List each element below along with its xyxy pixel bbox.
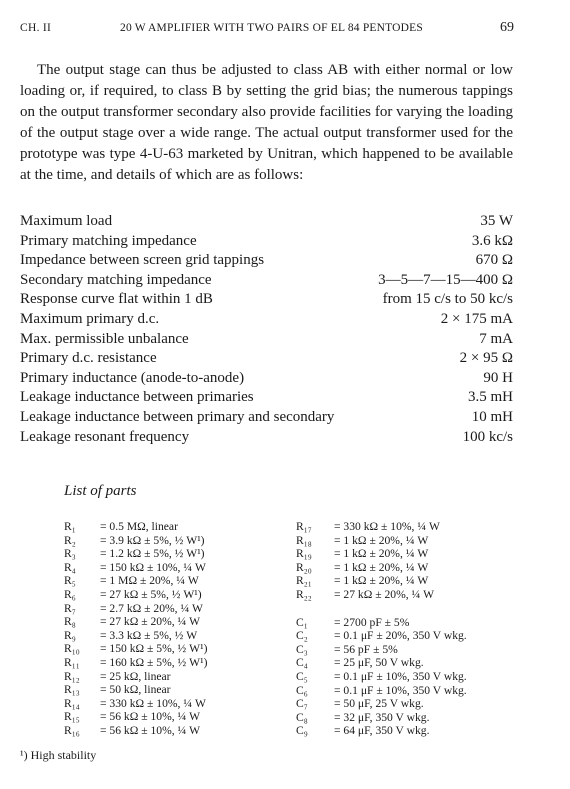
- part-row: [296, 534, 467, 548]
- part-row: [64, 615, 207, 629]
- part-ref: C₁: [296, 615, 308, 629]
- spec-value: 10 mH: [471, 408, 513, 425]
- part-value: = 0.5 MΩ, linear: [100, 520, 178, 533]
- part-value: = 1 kΩ ± 20%, ¼ W: [334, 574, 429, 588]
- parts-list-left-column: [64, 520, 207, 738]
- part-ref: R₆: [64, 587, 76, 601]
- part-ref: R₁₉: [296, 547, 312, 561]
- part-row: [296, 670, 467, 684]
- part-row: [64, 588, 207, 602]
- spec-row: [20, 251, 513, 271]
- spec-row: [20, 388, 513, 408]
- part-value: = 1 kΩ ± 20%, ¼ W: [334, 560, 429, 574]
- part-value: = 1 MΩ ± 20%, ¼ W: [100, 574, 199, 588]
- part-row: [296, 656, 467, 670]
- spec-value: 7 mA: [479, 330, 513, 347]
- part-value: = 150 kΩ ± 10%, ¼ W: [100, 560, 206, 574]
- part-value: = 1 kΩ ± 20%, ¼ W: [334, 533, 429, 547]
- spec-label: Response curve flat within 1 dB: [20, 291, 213, 308]
- spec-label: Secondary matching impedance: [20, 271, 212, 288]
- spec-value: 3.6 kΩ: [471, 232, 513, 249]
- spec-value: from 15 c/s to 50 kc/s: [382, 291, 513, 308]
- intro-paragraph: The output stage can thus be adjusted to class AB with either normal or low loading or, if required, to class B by setting the grid bias; the numerous tappings on the output transformer secondary also provide facilities for varying the loading of the output stage over a wide range. The actual output transformer used for the prototype was type 4-U-63 marketed by Unitran, which happened to be available at the time, and details of which are as follows:: [20, 62, 513, 183]
- part-row: [64, 629, 207, 643]
- part-value: = 330 kΩ ± 10%, ¼ W: [100, 696, 206, 710]
- part-ref: R₂₂: [296, 587, 312, 601]
- footnote: ¹) High stability: [20, 748, 97, 762]
- spec-label: Primary matching impedance: [20, 232, 197, 249]
- part-row: [64, 697, 207, 711]
- part-row: [296, 697, 467, 711]
- part-value: = 3.9 kΩ ± 5%, ½ W¹): [100, 533, 205, 547]
- spec-label: Maximum load: [20, 213, 113, 229]
- spec-label: Leakage resonant frequency: [20, 428, 190, 445]
- capacitor-list: [296, 616, 467, 738]
- parts-list-title: List of parts: [64, 483, 137, 499]
- parts-list-right-column: [296, 520, 467, 738]
- part-row: [64, 642, 207, 656]
- part-row: [296, 547, 467, 561]
- part-ref: R₁₈: [296, 533, 312, 547]
- part-value: = 330 kΩ ± 10%, ¼ W: [334, 520, 440, 533]
- running-title: 20 W AMPLIFIER WITH TWO PAIRS OF EL 84 PENTODES: [120, 22, 423, 34]
- part-row: [296, 711, 467, 725]
- part-value: = 0.1 μF ± 10%, 350 V wkg.: [334, 669, 467, 683]
- spec-value: 2 × 95 Ω: [459, 350, 513, 367]
- part-ref: R₉: [64, 628, 76, 642]
- spec-value: 90 H: [483, 369, 513, 386]
- part-value: = 27 kΩ ± 5%, ½ W¹): [100, 587, 202, 601]
- part-ref: R₂₀: [296, 560, 312, 574]
- part-row: [64, 683, 207, 697]
- part-value: = 50 kΩ, linear: [100, 683, 171, 697]
- part-value: = 0.1 μF ± 20%, 350 V wkg.: [334, 629, 467, 643]
- spec-value: 3.5 mH: [468, 389, 513, 406]
- spec-row: [20, 349, 513, 369]
- part-ref: R₅: [64, 574, 76, 588]
- part-value: = 56 kΩ ± 10%, ¼ W: [100, 723, 201, 737]
- part-ref: C₃: [296, 642, 308, 656]
- spec-row: [20, 408, 513, 428]
- part-row: [296, 588, 467, 602]
- part-value: = 0.1 μF ± 10%, 350 V wkg.: [334, 683, 467, 697]
- part-value: = 27 kΩ ± 20%, ¼ W: [334, 587, 435, 601]
- part-row: [296, 643, 467, 657]
- part-value: = 25 kΩ, linear: [100, 669, 171, 683]
- part-row: [296, 574, 467, 588]
- part-row: [296, 629, 467, 643]
- spec-label: Primary inductance (anode-to-anode): [20, 369, 245, 386]
- part-value: = 1 kΩ ± 20%, ¼ W: [334, 547, 429, 561]
- part-row: [64, 710, 207, 724]
- part-row: [64, 602, 207, 616]
- part-value: = 25 μF, 50 V wkg.: [334, 656, 424, 670]
- chapter-label: CH. II: [20, 22, 52, 34]
- part-ref: C₂: [296, 629, 308, 643]
- part-value: = 64 μF, 350 V wkg.: [334, 724, 430, 738]
- part-ref: R₁₂: [64, 669, 80, 683]
- part-row: [296, 684, 467, 698]
- spec-value: 35 W: [480, 213, 513, 229]
- part-ref: R₂₁: [296, 574, 312, 588]
- spec-value: 100 kc/s: [462, 428, 513, 445]
- part-value: = 56 kΩ ± 10%, ¼ W: [100, 710, 201, 724]
- part-ref: R₂: [64, 533, 76, 547]
- part-value: = 3.3 kΩ ± 5%, ½ W: [100, 628, 198, 642]
- part-value: = 56 pF ± 5%: [334, 642, 398, 656]
- list-gap: [296, 602, 467, 616]
- part-ref: R₄: [64, 560, 76, 574]
- part-row: [296, 561, 467, 575]
- part-ref: R₁₀: [64, 642, 80, 656]
- page-number: 69: [500, 20, 514, 35]
- spec-label: Leakage inductance between primaries: [20, 389, 254, 406]
- part-ref: R₈: [64, 615, 76, 629]
- part-row: [296, 724, 467, 738]
- spec-row: [20, 310, 513, 330]
- part-row: [296, 520, 467, 534]
- spec-row: [20, 369, 513, 389]
- spec-value: 3—5—7—15—400 Ω: [378, 271, 513, 288]
- part-row: [64, 656, 207, 670]
- part-ref: R₁₁: [64, 655, 80, 669]
- spec-row: [20, 428, 513, 448]
- resistor-list: [296, 520, 467, 602]
- part-ref: R₁₇: [296, 520, 312, 533]
- transformer-spec-list: [20, 212, 513, 447]
- part-ref: R₁₅: [64, 710, 80, 724]
- spec-label: Max. permissible unbalance: [20, 330, 189, 347]
- part-ref: C₅: [296, 669, 308, 683]
- spec-label: Maximum primary d.c.: [20, 310, 160, 327]
- part-ref: R₁₃: [64, 683, 80, 697]
- part-ref: C₉: [296, 724, 308, 738]
- part-ref: R₇: [64, 601, 76, 615]
- spec-value: 670 Ω: [475, 252, 513, 269]
- part-ref: C₄: [296, 656, 308, 670]
- part-ref: C₈: [296, 710, 308, 724]
- part-row: [64, 670, 207, 684]
- part-value: = 160 kΩ ± 5%, ½ W¹): [100, 655, 208, 669]
- part-value: = 50 μF, 25 V wkg.: [334, 697, 424, 711]
- part-value: = 27 kΩ ± 20%, ¼ W: [100, 615, 201, 629]
- spec-row: [20, 232, 513, 252]
- part-row: [64, 574, 207, 588]
- part-value: = 2.7 kΩ ± 20%, ¼ W: [100, 601, 203, 615]
- spec-row: [20, 212, 513, 232]
- part-ref: R₃: [64, 547, 76, 561]
- part-row: [296, 616, 467, 630]
- part-value: = 2700 pF ± 5%: [334, 615, 410, 629]
- spec-label: Leakage inductance between primary and secondary: [20, 408, 335, 425]
- part-row: [64, 520, 207, 534]
- part-row: [64, 561, 207, 575]
- part-ref: R₁: [64, 520, 76, 533]
- part-ref: C₇: [296, 697, 308, 711]
- spec-label: Primary d.c. resistance: [20, 350, 157, 367]
- part-row: [64, 534, 207, 548]
- spec-row: [20, 330, 513, 350]
- part-value: = 150 kΩ ± 5%, ½ W¹): [100, 642, 208, 656]
- part-row: [64, 547, 207, 561]
- part-ref: C₆: [296, 683, 308, 697]
- part-ref: R₁₆: [64, 723, 80, 737]
- part-value: = 1.2 kΩ ± 5%, ½ W¹): [100, 547, 205, 561]
- part-value: = 32 μF, 350 V wkg.: [334, 710, 430, 724]
- part-row: [64, 724, 207, 738]
- page-header: [20, 20, 514, 40]
- spec-row: [20, 271, 513, 291]
- spec-row: [20, 290, 513, 310]
- part-ref: R₁₄: [64, 696, 80, 710]
- spec-value: 2 × 175 mA: [440, 310, 513, 327]
- spec-label: Impedance between screen grid tappings: [20, 252, 265, 269]
